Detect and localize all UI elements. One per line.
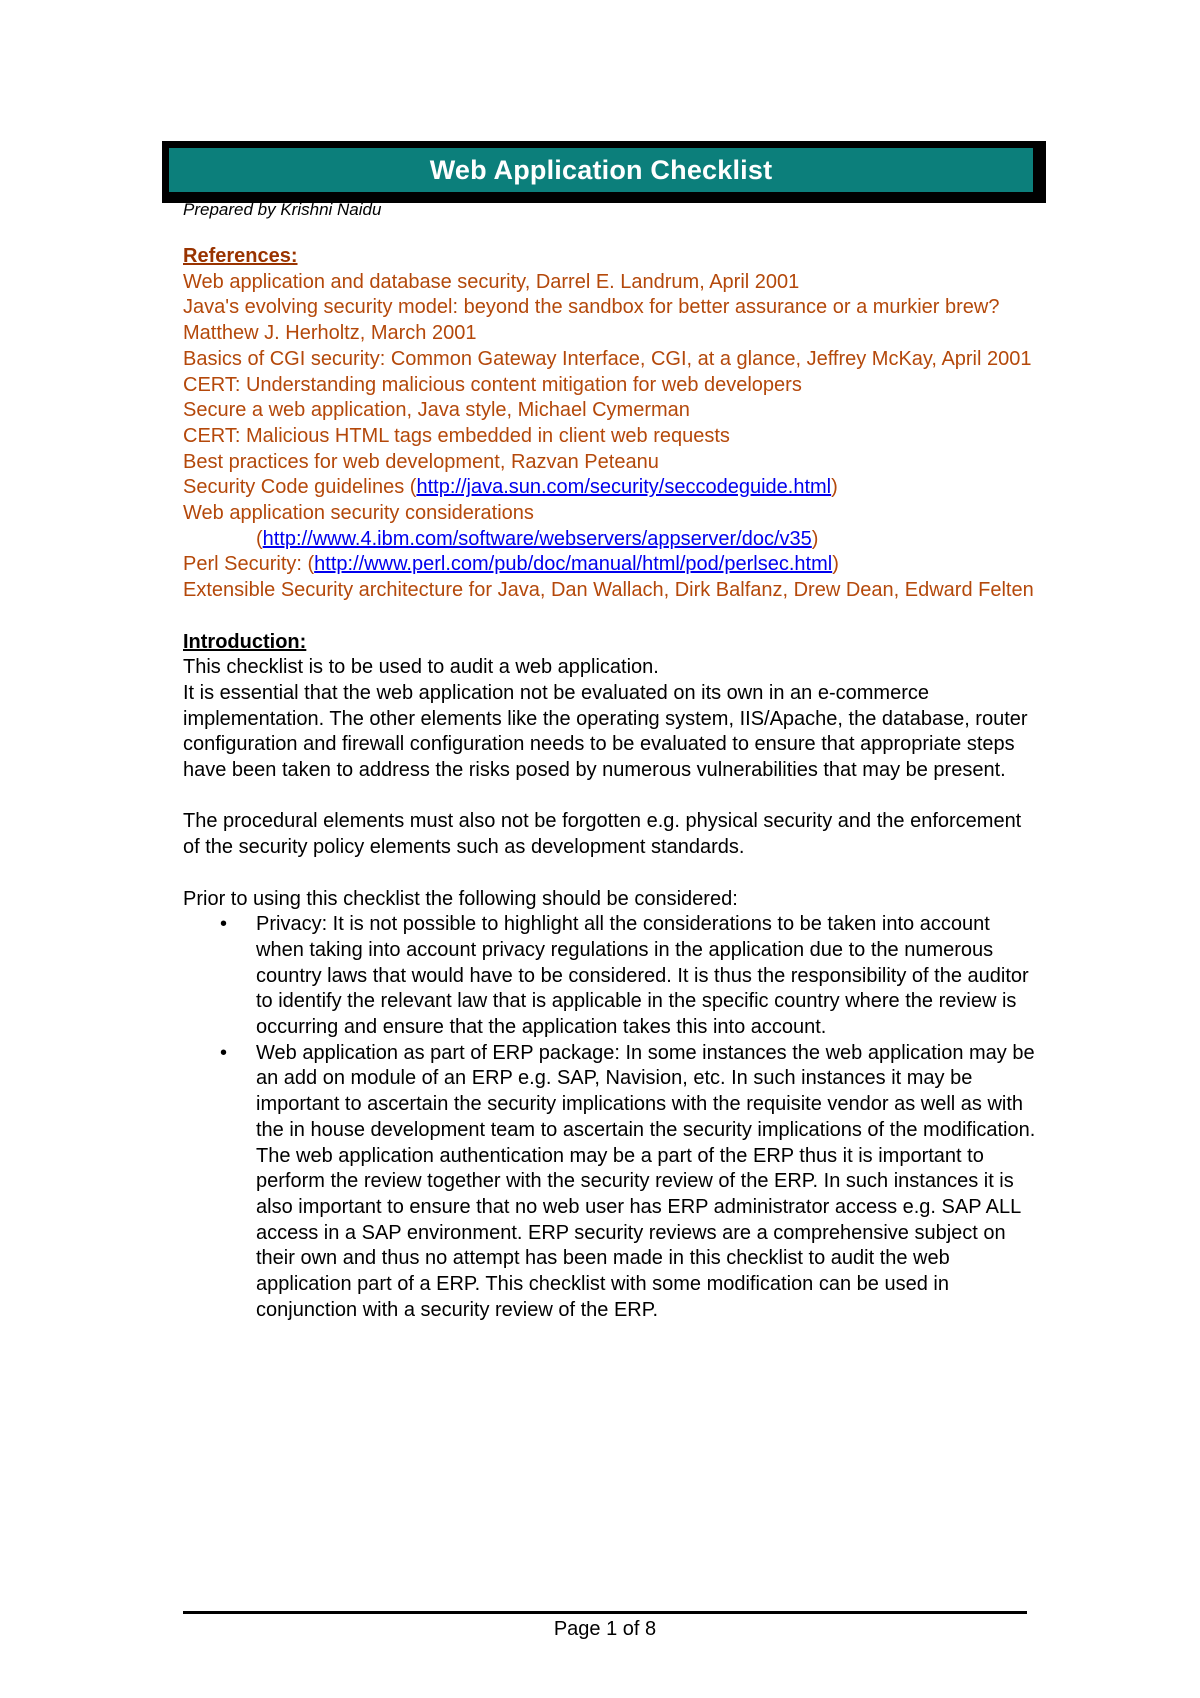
reference-item: Extensible Security architecture for Java, Dan Wallach, Dirk Balfanz, Drew Dean, Edward Felten	[183, 579, 1034, 602]
reference-item: Best practices for web development, Razvan Peteanu	[183, 450, 659, 473]
reference-link[interactable]: http://www.4.ibm.com/software/webservers/appserver/doc/v35	[262, 527, 812, 550]
list-item: • Privacy: It is not possible to highlight all the considerations to be taken into account when taking into account privacy regulations in the application due to the numerous country laws that would have to be considered. It is thus the responsibility of the auditor to identify the relevant law that is applicable in the specific country where the review is occurring and ensure that the application takes this into account.	[220, 913, 1029, 1039]
introduction-heading: Introduction:	[183, 630, 307, 653]
bullet-icon: •	[220, 1041, 228, 1064]
references-heading: References:	[183, 245, 298, 267]
reference-item: Perl Security: (http://www.perl.com/pub/doc/manual/html/pod/perlsec.html)	[183, 553, 839, 576]
intro-line: This checklist is to be used to audit a web application.	[183, 656, 659, 679]
reference-item: Secure a web application, Java style, Michael Cymerman	[183, 399, 690, 422]
considerations-list	[183, 912, 1043, 1323]
intro-paragraph: Prior to using this checklist the following should be considered:	[183, 887, 738, 910]
intro-paragraph: It is essential that the web application not be evaluated on its own in an e-commerce implementation. The other elements like the operating system, IIS/Apache, the database, router configuration and firewall configuration needs to be evaluated to ensure that appropriate steps have been taken to address the risks posed by numerous vulnerabilities that may be present.	[183, 681, 1028, 782]
reference-item: Security Code guidelines (http://java.sun.com/security/seccodeguide.html)	[183, 476, 838, 499]
reference-link[interactable]: http://www.perl.com/pub/doc/manual/html/pod/perlsec.html	[314, 553, 833, 576]
bullet-icon: •	[220, 913, 228, 936]
reference-item: (http://www.4.ibm.com/software/webservers/appserver/doc/v35)	[256, 527, 819, 550]
footer-divider	[183, 1611, 1027, 1614]
page-number: Page 1 of 8	[553, 1618, 657, 1640]
prepared-by: Prepared by Krishni Naidu	[183, 200, 382, 219]
list-item: • Web application as part of ERP package: In some instances the web application may be an add on module of an ERP e.g. SAP, Navision, etc. In such instances it may be important to ascertain the security implications with the requisite vendor as well as with the in house development team to ascertain the security implications of the modification. The web application authentication may be a part of the ERP thus it is important to perform the review together with the security review of the ERP. In such instances it is also important to ensure that no web user has ERP administrator access e.g. SAP ALL access in a SAP environment. ERP security reviews are a comprehensive subject on their own and thus no attempt has been made in this checklist to audit the web application part of a ERP. This checklist with some modification can be used in conjunction with a security review of the ERP.	[220, 1041, 1036, 1321]
reference-link[interactable]: http://java.sun.com/security/seccodeguide.html	[416, 476, 832, 499]
document-title: Web Application Checklist	[429, 154, 773, 185]
reference-item: Web application and database security, Darrel E. Landrum, April 2001	[183, 270, 800, 293]
reference-item: Web application security considerations	[183, 502, 534, 525]
reference-item: Java's evolving security model: beyond the sandbox for better assurance or a murkier brew? Matthew J. Herholtz, March 2001	[183, 296, 1000, 345]
intro-paragraph: The procedural elements must also not be forgotten e.g. physical security and the enforcement of the security policy elements such as development standards.	[183, 810, 1022, 859]
reference-item: Basics of CGI security: Common Gateway Interface, CGI, at a glance, Jeffrey McKay, April 2001	[183, 347, 1032, 370]
document-body	[183, 244, 1043, 1323]
reference-item: CERT: Malicious HTML tags embedded in client web requests	[183, 424, 730, 447]
reference-item: CERT: Understanding malicious content mitigation for web developers	[183, 373, 802, 396]
